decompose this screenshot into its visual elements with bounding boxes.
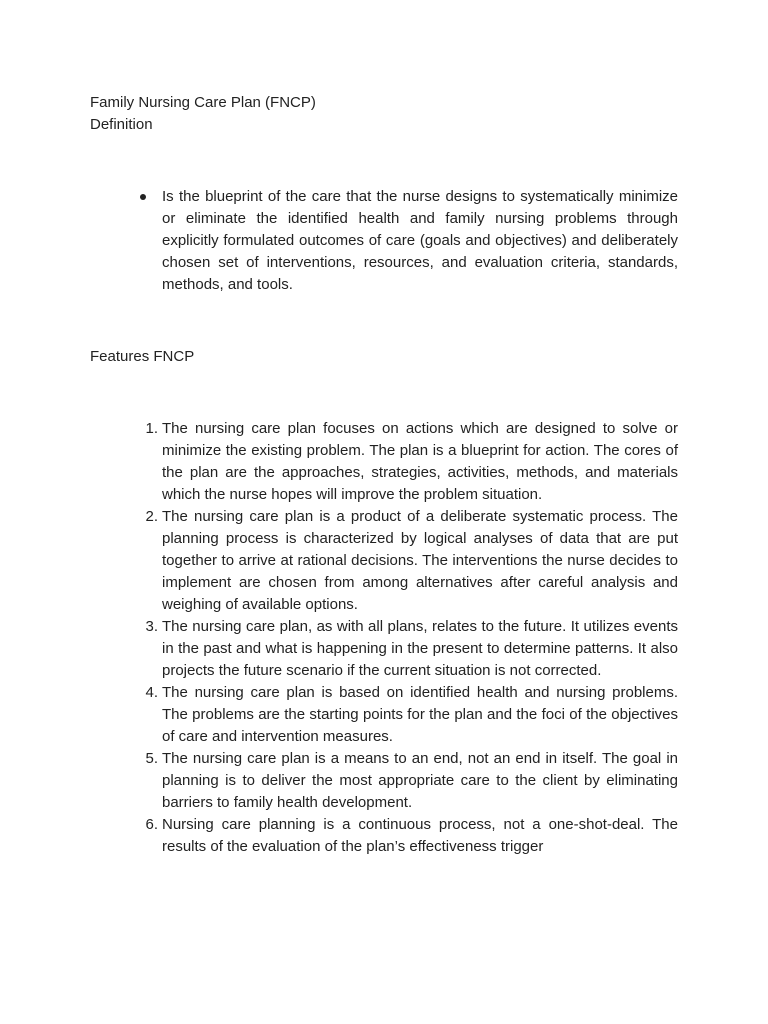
- feature-number: 4.: [145, 684, 158, 701]
- feature-text: The nursing care plan is a product of a deliberate systematic process. The planning process is characterized by logical analyses of data that are put together to arrive at rational decisions. The interventions the nurse decides to implement are chosen from among alternatives after careful analysis and weighing of available options.: [162, 508, 678, 613]
- definition-heading: Definition: [90, 116, 153, 133]
- feature-item-6: [134, 814, 678, 858]
- features-list: [134, 418, 678, 858]
- definition-list: [138, 186, 678, 296]
- feature-number: 2.: [145, 508, 158, 525]
- feature-item-2: [134, 506, 678, 616]
- feature-text: Nursing care planning is a continuous process, not a one-shot-deal. The results of the evaluation of the plan’s effectiveness trigger: [162, 816, 678, 855]
- definition-item: [138, 186, 678, 296]
- feature-number: 5.: [145, 750, 158, 767]
- feature-number: 6.: [145, 816, 158, 833]
- feature-text: The nursing care plan is a means to an end, not an end in itself. The goal in planning is to deliver the most appropriate care to the client by eliminating barriers to family health development.: [162, 750, 678, 811]
- feature-text: The nursing care plan is based on identified health and nursing problems. The problems are the starting points for the plan and the foci of the objectives of care and intervention measures.: [162, 684, 678, 745]
- document-title: Family Nursing Care Plan (FNCP): [90, 94, 316, 111]
- definition-text: Is the blueprint of the care that the nurse designs to systematically minimize or eliminate the identified health and family nursing problems through explicitly formulated outcomes of care (goals and objectives) and deliberately chosen set of interventions, resources, and evaluation criteria, standards, methods, and tools.: [162, 188, 678, 293]
- feature-number: 3.: [145, 618, 158, 635]
- feature-text: The nursing care plan, as with all plans, relates to the future. It utilizes events in the past and what is happening in the present to determine patterns. It also projects the future scenario if the current situation is not corrected.: [162, 618, 678, 679]
- feature-number: 1.: [145, 420, 158, 437]
- feature-item-5: [134, 748, 678, 814]
- feature-text: The nursing care plan focuses on actions which are designed to solve or minimize the existing problem. The plan is a blueprint for action. The cores of the plan are the approaches, strategies, activities, methods, and materials which the nurse hopes will improve the problem situation.: [162, 420, 678, 503]
- feature-item-4: [134, 682, 678, 748]
- feature-item-3: [134, 616, 678, 682]
- features-heading: Features FNCP: [90, 348, 195, 365]
- bullet-icon: [140, 194, 146, 200]
- feature-item-1: [134, 418, 678, 506]
